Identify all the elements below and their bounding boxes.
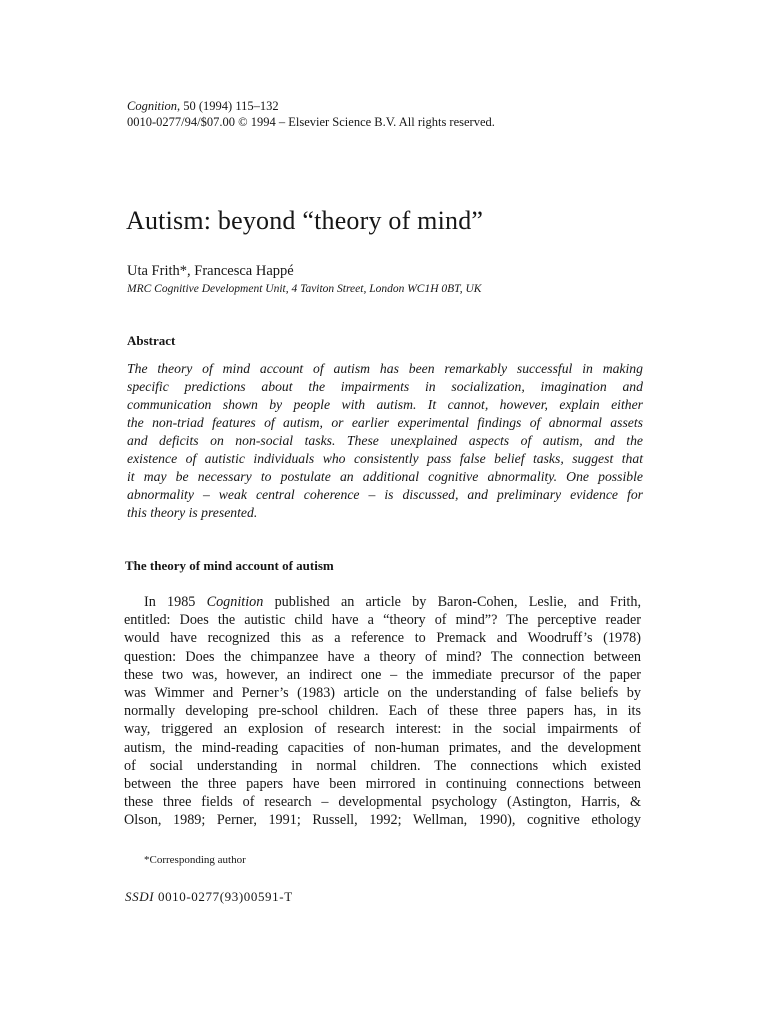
article-title: Autism: beyond “theory of mind” [126, 206, 484, 235]
author-affiliation: MRC Cognitive Development Unit, 4 Taviton Street, London WC1H 0BT, UK [127, 283, 482, 295]
corresponding-author-footnote: *Corresponding author [144, 854, 246, 866]
abstract-line: and deficits on non-social tasks. These unexplained aspects of autism, and the [127, 433, 643, 448]
body-text-run: In 1985 [144, 594, 207, 610]
journal-citation [127, 98, 495, 130]
body-line: way, triggered an explosion of research interest: in the social impairments of [124, 721, 641, 738]
citation-line [127, 98, 495, 114]
body-line: normally developing pre-school children. Each of these three papers has, in its [124, 703, 641, 720]
abstract-line: abnormality – weak central coherence – is discussed, and preliminary evidence for [127, 487, 643, 502]
body-line: these three fields of research – developmental psychology (Astington, Harris, & [124, 794, 641, 811]
body-line: of social understanding in normal children. The connections which existed [124, 757, 641, 774]
body-line: between the three papers have been mirrored in continuing connections between [124, 776, 641, 793]
body-line: entitled: Does the autistic child have a “theory of mind”? The perceptive reader [124, 612, 641, 629]
body-first-line [124, 593, 641, 611]
section-body [124, 593, 641, 830]
body-text-run: published an article by Baron-Cohen, Leslie, and Frith, [263, 594, 641, 610]
body-line: was Wimmer and Perner’s (1983) article on the understanding of false beliefs by [124, 685, 641, 702]
abstract-line: specific predictions about the impairments in socialization, imagination and [127, 379, 643, 394]
ssdi-label: SSDI [125, 889, 155, 904]
abstract-line: this theory is presented. [127, 505, 258, 520]
section-heading: The theory of mind account of autism [125, 558, 334, 573]
article-authors: Uta Frith*, Francesca Happé [127, 263, 294, 279]
body-line: these two was, however, an indirect one – the immediate precursor of the paper [124, 666, 641, 683]
body-line: autism, the mind-reading capacities of non-human primates, and the development [124, 739, 641, 756]
abstract-line: communication shown by people with autism. It cannot, however, explain either [127, 397, 643, 412]
abstract-line: the non-triad features of autism, or earlier experimental findings of abnormal assets [127, 415, 643, 430]
body-line: Olson, 1989; Perner, 1991; Russell, 1992; Wellman, 1990), cognitive ethology [124, 812, 641, 829]
ssdi-code: 0010-0277(93)00591-T [154, 889, 293, 904]
ssdi-identifier [125, 889, 293, 905]
abstract-body [127, 360, 643, 522]
body-line: would have recognized this as a reference to Premack and Woodruff’s (1978) [124, 630, 641, 647]
abstract-line: it may be necessary to postulate an additional cognitive abnormality. One possible [127, 469, 643, 484]
journal-name: Cognition [127, 99, 178, 113]
abstract-line: existence of autistic individuals who consistently pass false belief tasks, suggest that [127, 451, 643, 466]
abstract-heading: Abstract [127, 333, 176, 348]
abstract-line: The theory of mind account of autism has been remarkably successful in making [127, 361, 643, 376]
journal-name-inline: Cognition [206, 594, 264, 610]
copyright-line: 0010-0277/94/$07.00 © 1994 – Elsevier Science B.V. All rights reserved. [127, 115, 495, 129]
citation-volume-pages: , 50 (1994) 115–132 [177, 99, 279, 113]
body-line: question: Does the chimpanzee have a theory of mind? The connection between [124, 648, 641, 665]
